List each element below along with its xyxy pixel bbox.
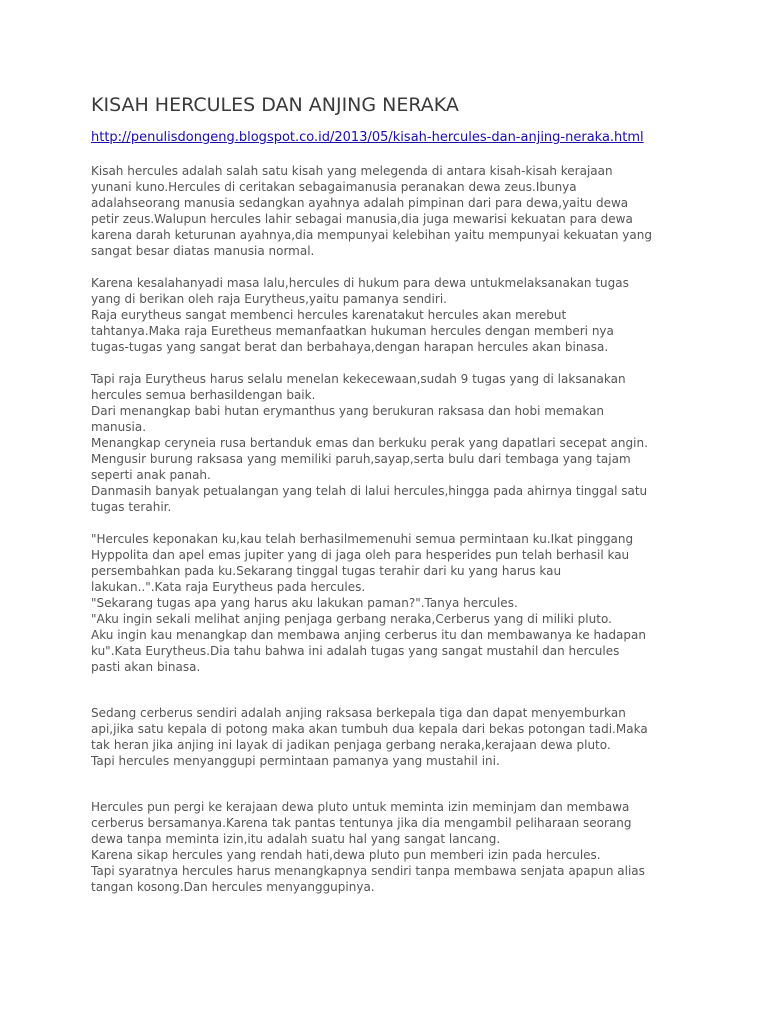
paragraph-5 xyxy=(91,705,708,769)
text-line: petir zeus.Walupun hercules lahir sebagai manusia,dia juga mewarisi kekuatan para dewa xyxy=(91,212,633,226)
text-line: sangat besar diatas manusia normal. xyxy=(91,244,315,258)
text-line: Sedang cerberus sendiri adalah anjing raksasa berkepala tiga dan dapat menyemburkan xyxy=(91,706,626,720)
text-line: Danmasih banyak petualangan yang telah di lalui hercules,hingga pada ahirnya tinggal satu xyxy=(91,484,648,498)
text-line: Hyppolita dan apel emas jupiter yang di jaga oleh para hesperides pun telah berhasil kau xyxy=(91,548,630,562)
paragraph-1 xyxy=(91,163,708,259)
text-line: adalahseorang manusia sedangkan ayahnya adalah pimpinan dari para dewa,yaitu dewa xyxy=(91,196,629,210)
text-line: hercules semua berhasildengan baik. xyxy=(91,388,316,402)
text-line: ku".Kata Eurytheus.Dia tahu bahwa ini adalah tugas yang sangat mustahil dan hercules xyxy=(91,644,620,658)
text-line: "Hercules keponakan ku,kau telah berhasilmemenuhi semua permintaan ku.Ikat pinggang xyxy=(91,532,634,546)
source-link[interactable]: http://penulisdongeng.blogspot.co.id/2013/05/kisah-hercules-dan-anjing-neraka.html xyxy=(91,130,644,145)
text-line: yunani kuno.Hercules di ceritakan sebagaimanusia peranakan dewa zeus.Ibunya xyxy=(91,180,577,194)
text-line: lakukan..".Kata raja Eurytheus pada hercules. xyxy=(91,580,366,594)
text-line: Raja eurytheus sangat membenci hercules karenatakut hercules akan merebut xyxy=(91,308,567,322)
text-line: seperti anak panah. xyxy=(91,468,211,482)
text-line: persembahkan pada ku.Sekarang tinggal tugas terahir dari ku yang harus kau xyxy=(91,564,562,578)
text-line: karena darah keturunan ayahnya,dia mempunyai kelebihan yaitu mempunyai kekuatan yang xyxy=(91,228,652,242)
text-line: tahtanya.Maka raja Euretheus memanfaatkan hukuman hercules dengan memberi nya xyxy=(91,324,614,338)
text-line: Hercules pun pergi ke kerajaan dewa pluto untuk meminta izin meminjam dan membawa xyxy=(91,800,630,814)
text-line: tugas-tugas yang sangat berat dan berbahaya,dengan harapan hercules akan binasa. xyxy=(91,340,609,354)
paragraph-2 xyxy=(91,275,708,355)
paragraph-3 xyxy=(91,371,708,515)
text-line: Dari menangkap babi hutan erymanthus yang berukuran raksasa dan hobi memakan xyxy=(91,404,605,418)
text-line: "Sekarang tugas apa yang harus aku lakukan paman?".Tanya hercules. xyxy=(91,596,518,610)
text-line: yang di berikan oleh raja Eurytheus,yaitu pamanya sendiri. xyxy=(91,292,447,306)
text-line: "Aku ingin sekali melihat anjing penjaga gerbang neraka,Cerberus yang di miliki pluto. xyxy=(91,612,612,626)
text-line: tugas terahir. xyxy=(91,500,172,514)
text-line: dewa tanpa meminta izin,itu adalah suatu hal yang sangat lancang. xyxy=(91,832,501,846)
text-line: Tapi hercules menyanggupi permintaan pamanya yang mustahil ini. xyxy=(91,754,500,768)
document-title: KISAH HERCULES DAN ANJING NERAKA xyxy=(91,94,459,116)
text-line: Tapi raja Eurytheus harus selalu menelan kekecewaan,sudah 9 tugas yang di laksanakan xyxy=(91,372,626,386)
text-line: manusia. xyxy=(91,420,147,434)
text-line: api,jika satu kepala di potong maka akan tumbuh dua kepala dari bekas potongan tadi.Maka xyxy=(91,722,648,736)
text-line: Karena kesalahanyadi masa lalu,hercules di hukum para dewa untukmelaksanakan tugas xyxy=(91,276,629,290)
paragraph-4 xyxy=(91,531,708,675)
text-line: Mengusir burung raksasa yang memiliki paruh,sayap,serta bulu dari tembaga yang tajam xyxy=(91,452,631,466)
text-line: cerberus bersamanya.Karena tak pantas tentunya jika dia mengambil peliharaan seorang xyxy=(91,816,632,830)
text-line: Kisah hercules adalah salah satu kisah yang melegenda di antara kisah-kisah kerajaan xyxy=(91,164,613,178)
paragraph-6 xyxy=(91,799,708,895)
text-line: pasti akan binasa. xyxy=(91,660,201,674)
text-line: Tapi syaratnya hercules harus menangkapnya sendiri tanpa membawa senjata apapun alias xyxy=(91,864,645,878)
text-line: Karena sikap hercules yang rendah hati,dewa pluto pun memberi izin pada hercules. xyxy=(91,848,601,862)
text-line: tak heran jika anjing ini layak di jadikan penjaga gerbang neraka,kerajaan dewa pluto. xyxy=(91,738,611,752)
text-line: Menangkap ceryneia rusa bertanduk emas dan berkuku perak yang dapatlari secepat angin. xyxy=(91,436,648,450)
text-line: tangan kosong.Dan hercules menyanggupinya. xyxy=(91,880,375,894)
text-line: Aku ingin kau menangkap dan membawa anjing cerberus itu dan membawanya ke hadapan xyxy=(91,628,646,642)
